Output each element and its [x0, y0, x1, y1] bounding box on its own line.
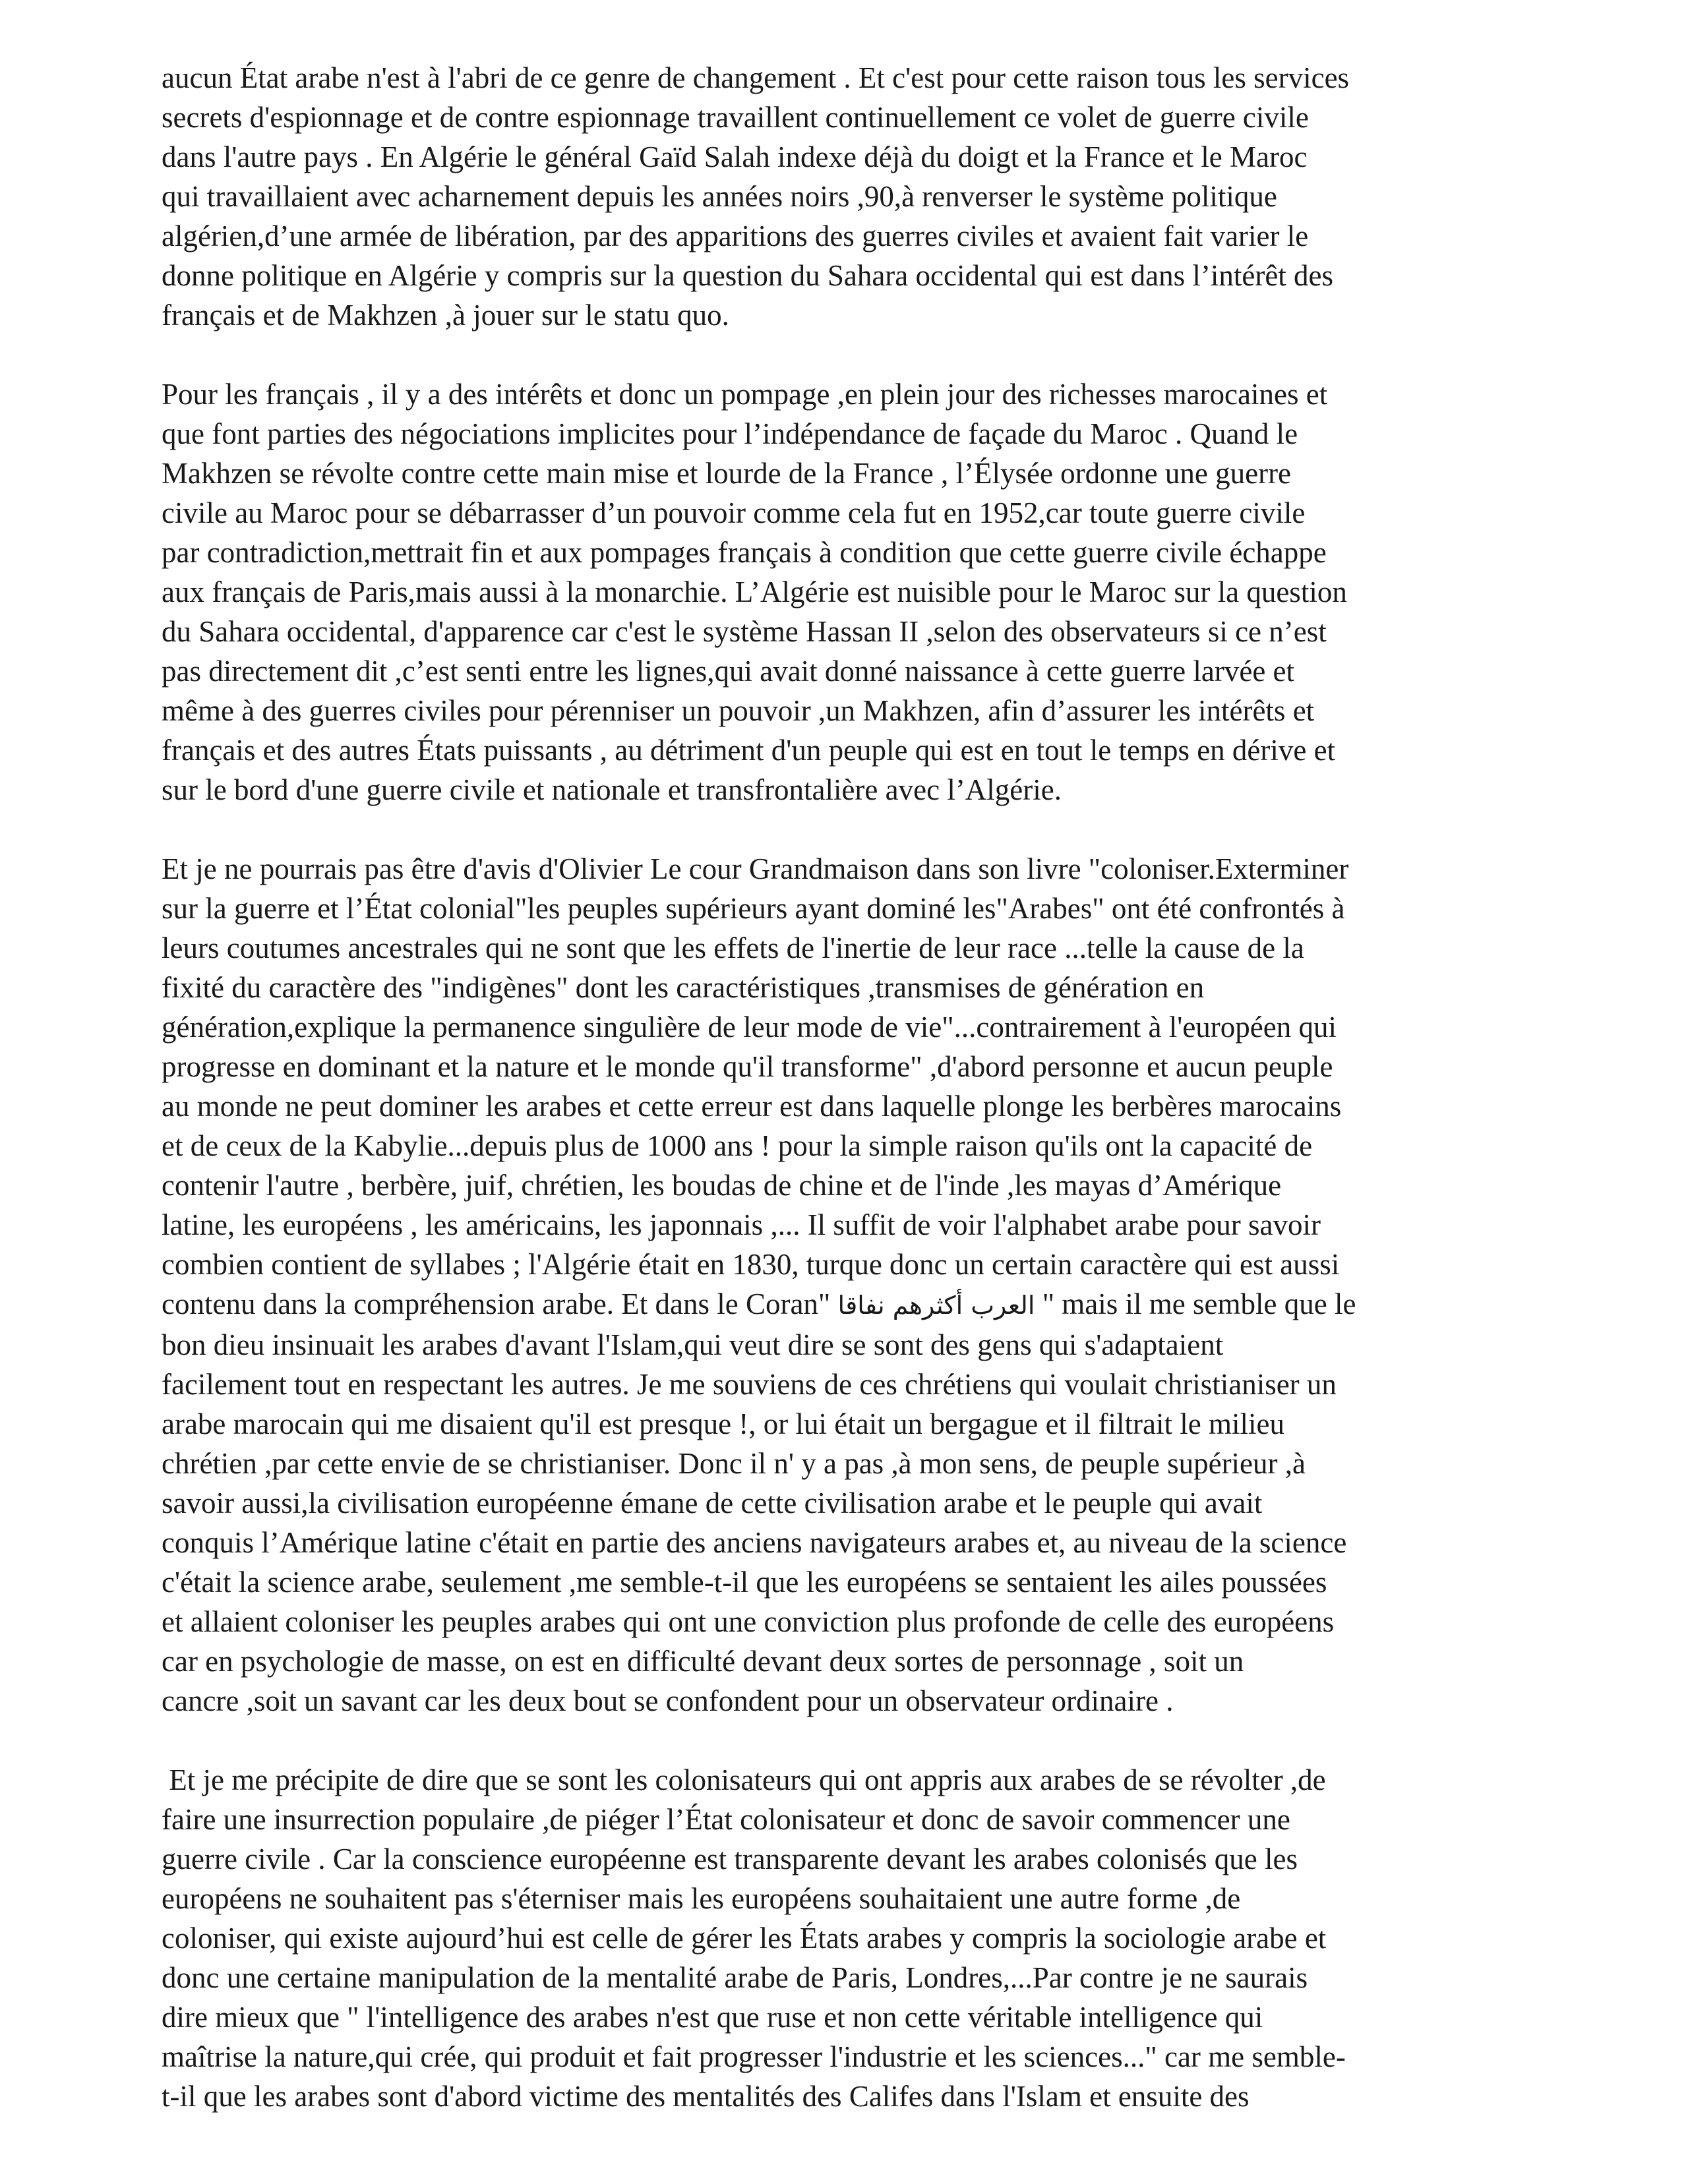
coran-line-before: contenu dans la compréhension arabe. Et dans le Coran": [162, 1287, 838, 1320]
text-line: et allaient coloniser les peuples arabes qui ont une conviction plus profonde de celle des européens: [162, 1605, 1335, 1638]
text-line: facilement tout en respectant les autres. Je me souviens de ces chrétiens qui voulait christianiser un: [162, 1368, 1337, 1401]
text-line: aucun État arabe n'est à l'abri de ce genre de changement . Et c'est pour cette raison tous les services: [162, 61, 1350, 94]
text-line: t-il que les arabes sont d'abord victime des mentalités des Califes dans l'Islam et ensuite des: [162, 2080, 1250, 2113]
text-line: c'était la science arabe, seulement ,me semble-t-il que les européens se sentaient les ailes poussées: [162, 1566, 1327, 1599]
text-line: aux français de Paris,mais aussi à la monarchie. L’Algérie est nuisible pour le Maroc sur la question: [162, 576, 1347, 608]
text-line: secrets d'espionnage et de contre espionnage travaillent continuellement ce volet de guerre civile: [162, 101, 1309, 134]
paragraph-1: [162, 58, 1540, 335]
text-line: français et des autres États puissants , au détriment d'un peuple qui est en tout le temps en dérive et: [162, 734, 1336, 767]
text-line: coloniser, qui existe aujourd’hui est celle de gérer les États arabes y compris la sociologie arabe et: [162, 1922, 1327, 1955]
arabic-quote: العرب أكثرهم نفاقا: [837, 1291, 1035, 1320]
text-line: dire mieux que " l'intelligence des arabes n'est que ruse et non cette véritable intelligence qui: [162, 2001, 1263, 2034]
text-line: Et je me précipite de dire que se sont les colonisateurs qui ont appris aux arabes de se révolter ,de: [162, 1763, 1326, 1796]
text-line: par contradiction,mettrait fin et aux pompages français à condition que cette guerre civile échappe: [162, 536, 1327, 569]
text-line: progresse en dominant et la nature et le monde qu'il transforme" ,d'abord personne et aucun peuple: [162, 1050, 1333, 1083]
text-line: arabe marocain qui me disaient qu'il est presque !, or lui était un bergague et il filtrait le milieu: [162, 1407, 1284, 1440]
paragraph-2: [162, 374, 1540, 810]
text-line: et de ceux de la Kabylie...depuis plus de 1000 ans ! pour la simple raison qu'ils ont la capacité de: [162, 1129, 1313, 1162]
coran-line-after: " mais il me semble que le: [1035, 1287, 1356, 1320]
text-line: génération,explique la permanence singulière de leur mode de vie"...contrairement à l'européen qui: [162, 1011, 1337, 1044]
text-line: pas directement dit ,c’est senti entre les lignes,qui avait donné naissance à cette guerre larvée et: [162, 655, 1295, 688]
text-line: chrétien ,par cette envie de se christianiser. Donc il n' y a pas ,à mon sens, de peuple supérieur ,à: [162, 1447, 1306, 1480]
paragraph-4: [162, 1760, 1540, 2116]
text-line: savoir aussi,la civilisation européenne émane de cette civilisation arabe et le peuple qui avait: [162, 1487, 1263, 1520]
text-line: donc une certaine manipulation de la mentalité arabe de Paris, Londres,...Par contre je ne saurais: [162, 1961, 1308, 1994]
text-line: Et je ne pourrais pas être d'avis d'Olivier Le cour Grandmaison dans son livre "coloniser.Exterminer: [162, 852, 1349, 885]
text-line: dans l'autre pays . En Algérie le général Gaïd Salah indexe déjà du doigt et la France et le Maroc: [162, 140, 1308, 173]
text-line: maîtrise la nature,qui crée, qui produit et fait progresser l'industrie et les sciences..." car me semble-: [162, 2040, 1346, 2073]
text-line: donne politique en Algérie y compris sur la question du Sahara occidental qui est dans l’intérêt des: [162, 259, 1334, 292]
text-line: civile au Maroc pour se débarrasser d’un pouvoir comme cela fut en 1952,car toute guerre civile: [162, 496, 1306, 529]
text-line: Pour les français , il y a des intérêts et donc un pompage ,en plein jour des richesses marocaines et: [162, 378, 1328, 411]
text-line: sur la guerre et l’État colonial"les peuples supérieurs ayant dominé les"Arabes" ont été confrontés à: [162, 892, 1345, 925]
text-line: conquis l’Amérique latine c'était en partie des anciens navigateurs arabes et, au niveau de la science: [162, 1526, 1347, 1559]
text-line: contenir l'autre , berbère, juif, chrétien, les boudas de chine et de l'inde ,les mayas d’Amérique: [162, 1169, 1282, 1202]
text-line: algérien,d’une armée de libération, par des apparitions des guerres civiles et avaient fait varier le: [162, 220, 1309, 252]
text-line: guerre civile . Car la conscience européenne est transparente devant les arabes colonisés que les: [162, 1843, 1298, 1875]
text-line: cancre ,soit un savant car les deux bout se confondent pour un observateur ordinaire .: [162, 1684, 1174, 1717]
text-line: car en psychologie de masse, on est en difficulté devant deux sortes de personnage , soit un: [162, 1645, 1244, 1678]
coran-quote-line: [162, 1284, 1540, 1325]
text-line: au monde ne peut dominer les arabes et cette erreur est dans laquelle plonge les berbères marocains: [162, 1090, 1342, 1123]
text-line: bon dieu insinuait les arabes d'avant l'Islam,qui veut dire se sont des gens qui s'adaptaient: [162, 1328, 1224, 1361]
text-line: français et de Makhzen ,à jouer sur le statu quo.: [162, 299, 729, 332]
text-line: même à des guerres civiles pour pérenniser un pouvoir ,un Makhzen, afin d’assurer les intérêts et: [162, 694, 1315, 727]
text-line: Makhzen se révolte contre cette main mise et lourde de la France , l’Élysée ordonne une guerre: [162, 457, 1292, 490]
text-line: qui travaillaient avec acharnement depuis les années noirs ,90,à renverser le système politique: [162, 180, 1277, 213]
text-line: fixité du caractère des "indigènes" dont les caractéristiques ,transmises de génération en: [162, 971, 1205, 1004]
text-line: européens ne souhaitent pas s'éterniser mais les européens souhaitaient une autre forme ,de: [162, 1882, 1241, 1915]
paragraph-3: [162, 849, 1540, 1721]
text-line: leurs coutumes ancestrales qui ne sont que les effets de l'inertie de leur race ...telle la cause de la: [162, 931, 1304, 964]
text-line: sur le bord d'une guerre civile et nationale et transfrontalière avec l’Algérie.: [162, 773, 1062, 806]
document-body: [162, 58, 1540, 2156]
text-line: faire une insurrection populaire ,de piéger l’État colonisateur et donc de savoir commencer une: [162, 1803, 1290, 1836]
text-line: latine, les européens , les américains, les japonnais ,... Il suffit de voir l'alphabet arabe pour savoir: [162, 1208, 1321, 1241]
text-line: du Sahara occidental, d'apparence car c'est le système Hassan II ,selon des observateurs si ce n’est: [162, 615, 1327, 648]
text-line: que font parties des négociations implicites pour l’indépendance de façade du Maroc . Quand le: [162, 417, 1298, 450]
text-line: combien contient de syllabes ; l'Algérie était en 1830, turque donc un certain caractère qui est aussi: [162, 1248, 1340, 1281]
